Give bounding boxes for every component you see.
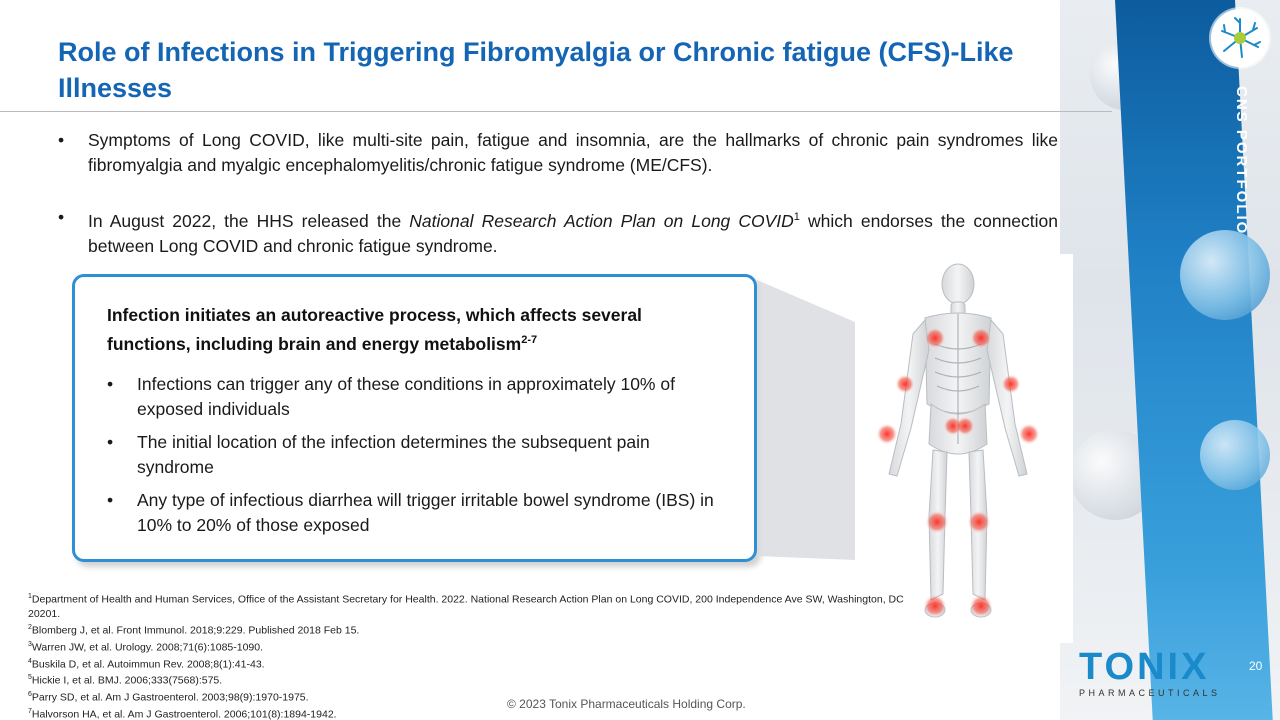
- title-divider: [0, 111, 1112, 112]
- bullet-item: [58, 128, 1058, 178]
- bullet-text: Symptoms of Long COVID, like multi-site pain, fatigue and insomnia, are the hallmarks of chronic pain syndromes like fibromyalgia and myalgic encephalomyelitis/chronic fatigue syndrome (ME/CFS).: [88, 130, 1058, 175]
- neuron-logo-icon: [1211, 9, 1269, 67]
- bullet-text: In August 2022, the HHS released the: [88, 210, 410, 231]
- bullet-icon: •: [107, 374, 114, 394]
- bullet-text: which endorses the connection between Long COVID and chronic fatigue syndrome.: [88, 210, 1059, 256]
- callout-item: • Any type of infectious diarrhea will trigger irritable bowel syndrome (IBS) in 10% to 20% of those exposed: [107, 490, 714, 535]
- footnote: $^4$Buskila D, et al. Autoimmun Rev. 2008;8(1):41-43.: [28, 657, 265, 671]
- skeleton-figure-image: [855, 254, 1073, 643]
- bullet-icon: •: [58, 130, 65, 150]
- tonix-logo: [1079, 646, 1221, 698]
- section-label: CNS PORTFOLIO: [1233, 86, 1250, 236]
- brand-name: TONIX: [1079, 646, 1210, 688]
- page-number: 20: [1249, 659, 1263, 673]
- slide-title: Role of Infections in Triggering Fibromyalgia or Chronic fatigue (CFS)-Like Illnesses: [58, 37, 1014, 103]
- callout-box: [72, 274, 757, 562]
- callout-heading: Infection initiates an autoreactive process, which affects several functions, including brain and energy metabolism$^{2-7}$: [107, 305, 642, 354]
- molecule-sphere: [1200, 420, 1270, 490]
- footnotes: [28, 590, 908, 720]
- footnote: $^6$Parry SD, et al. Am J Gastroenterol. 2003;98(9):1970-1975.: [28, 691, 309, 704]
- molecule-sphere: [1180, 230, 1270, 320]
- footnote-ref: 2-7: [521, 334, 538, 346]
- bullet-item: [58, 205, 1058, 259]
- footnote: $^5$Hickie I, et al. BMJ. 2006;333(7568):575.: [28, 674, 223, 687]
- callout-item: • Infections can trigger any of these conditions in approximately 10% of exposed individuals: [107, 374, 675, 419]
- report-title: National Research Action Plan on Long COVID: [409, 210, 794, 231]
- footnote: $^2$Blomberg J, et al. Front Immunol. 2018;9:229. Published 2018 Feb 15.: [28, 624, 360, 637]
- footnote: $^1$Department of Health and Human Services, Office of the Assistant Secretary for Health. 2022. National Research Action Plan on Long COVID, 200 Independence Ave SW, Washington, DC 20201.: [28, 593, 904, 620]
- copyright-notice: © 2023 Tonix Pharmaceuticals Holding Corp.: [507, 697, 746, 711]
- bullet-icon: •: [107, 490, 114, 510]
- bullet-icon: •: [107, 432, 114, 452]
- callout-list: [107, 372, 727, 546]
- callout-item: • The initial location of the infection determines the subsequent pain syndrome: [107, 432, 650, 477]
- key-points: [58, 128, 1058, 259]
- bullet-icon: •: [58, 207, 65, 227]
- footnote: $^7$Halvorson HA, et al. Am J Gastroenterol. 2006;101(8):1894-1942.: [28, 708, 337, 720]
- footnote: $^3$Warren JW, et al. Urology. 2008;71(6):1085-1090.: [28, 640, 264, 654]
- footnote-ref: 1: [793, 211, 800, 223]
- brand-subtitle: PHARMACEUTICALS: [1079, 688, 1221, 698]
